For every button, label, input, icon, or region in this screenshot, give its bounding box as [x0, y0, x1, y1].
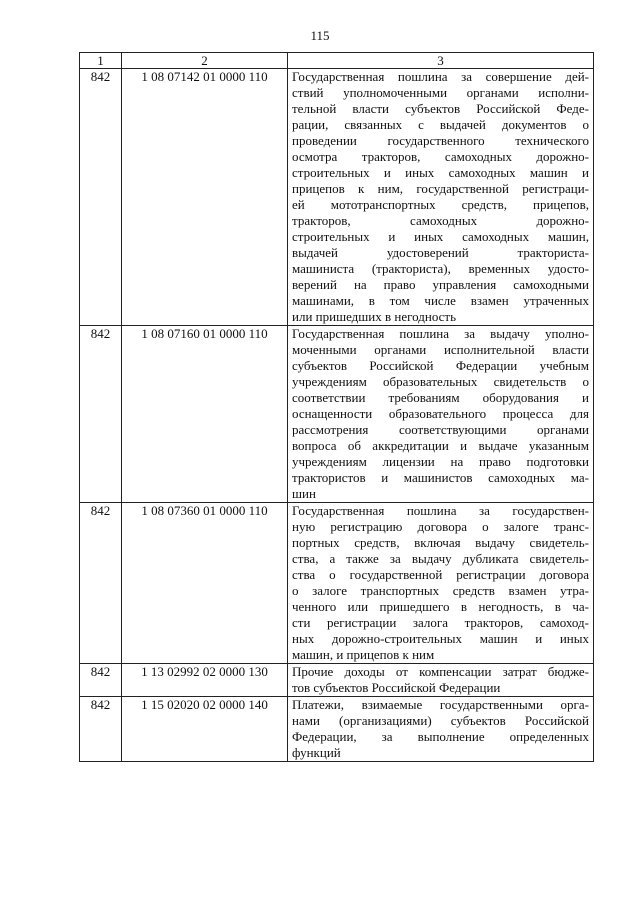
- budget-classification-code-cell: 1 08 07142 01 0000 110: [122, 69, 288, 326]
- description-line: тракторов, самоходных дорожно-: [292, 213, 589, 228]
- budget-classification-code-cell: 1 08 07360 01 0000 110: [122, 503, 288, 664]
- description-line: машин, и прицепов к ним: [292, 647, 435, 662]
- description-line: вопроса об аккредитации и выдаче указанным: [292, 438, 589, 453]
- description-line: тельной власти субъектов Российской Феде-: [292, 101, 589, 116]
- description-line: функций: [292, 745, 341, 760]
- revenue-description-cell: [288, 664, 594, 697]
- table-row: [80, 664, 594, 697]
- budget-classification-table: [79, 52, 594, 762]
- table-row: [80, 697, 594, 762]
- description-line: Платежи, взимаемые государственными орга-: [292, 697, 589, 712]
- description-line: соответствии требованиям оборудования и: [292, 390, 589, 405]
- description-line: Государственная пошлина за совершение дей-: [292, 69, 589, 84]
- administrator-code-cell: 842: [80, 69, 122, 326]
- description-line: проведении государственного технического: [292, 133, 589, 148]
- description-line: осмотра тракторов, самоходных дорожно-: [292, 149, 589, 164]
- description-line: Федерации, за выполнение определенных: [292, 729, 589, 744]
- description-line: ных дорожно-строительных машин и иных: [292, 631, 589, 646]
- description-line: Государственная пошлина за государствен-: [292, 503, 589, 518]
- description-line: оснащенности образовательного процесса для: [292, 406, 589, 421]
- description-line: верений на право управления самоходными: [292, 277, 589, 292]
- description-line: сти регистрации залога тракторов, самоход-: [292, 615, 589, 630]
- description-line: ства о государственной регистрации договора: [292, 567, 589, 582]
- description-line: учреждениям лицензии на право подготовки: [292, 454, 589, 469]
- description-line: ей мототранспортных средств, прицепов,: [292, 197, 589, 212]
- page-number: 115: [310, 28, 330, 43]
- administrator-code-cell: 842: [80, 503, 122, 664]
- description-line: рации, связанных с выдачей документов о: [292, 117, 589, 132]
- description-line: выдачей удостоверений тракториста-: [292, 245, 589, 260]
- table-header-row: [80, 53, 594, 69]
- budget-classification-code-cell: 1 08 07160 01 0000 110: [122, 326, 288, 503]
- description-line: трактористов и машинистов самоходных ма-: [292, 470, 589, 485]
- table-row: [80, 69, 594, 326]
- table-row: [80, 503, 594, 664]
- column-header-1: 1: [80, 53, 122, 69]
- description-line: строительных и иных самоходных машин и: [292, 165, 589, 180]
- description-line: Государственная пошлина за выдачу уполно-: [292, 326, 589, 341]
- description-line: или пришедших в негодность: [292, 309, 457, 324]
- description-line: ства, а также за выдачу дубликата свидетель-: [292, 551, 589, 566]
- revenue-description-cell: [288, 69, 594, 326]
- description-line: машинами, в том числе взамен утраченных: [292, 293, 589, 308]
- description-line: о залоге транспортных средств взамен утра-: [292, 583, 589, 598]
- description-line: шин: [292, 486, 316, 501]
- table-row: [80, 326, 594, 503]
- description-line: портных средств, включая выдачу свидетель-: [292, 535, 589, 550]
- budget-classification-code-cell: 1 13 02992 02 0000 130: [122, 664, 288, 697]
- administrator-code-cell: 842: [80, 664, 122, 697]
- description-line: машиниста (тракториста), временных удосто-: [292, 261, 589, 276]
- description-line: прицепов к ним, государственной регистраци-: [292, 181, 589, 196]
- description-line: ченного или пришедшего в негодность, в ча-: [292, 599, 589, 614]
- revenue-description-cell: [288, 326, 594, 503]
- description-line: ствий уполномоченными органами исполни-: [292, 85, 589, 100]
- revenue-description-cell: [288, 697, 594, 762]
- description-line: тов субъектов Российской Федерации: [292, 680, 501, 695]
- administrator-code-cell: 842: [80, 326, 122, 503]
- column-header-3: 3: [288, 53, 594, 69]
- description-line: ную регистрацию договора о залоге транс-: [292, 519, 589, 534]
- description-line: рассмотрения соответствующими органами: [292, 422, 589, 437]
- description-line: Прочие доходы от компенсации затрат бюдже-: [292, 664, 589, 679]
- description-line: нами (организациями) субъектов Российской: [292, 713, 589, 728]
- revenue-description-cell: [288, 503, 594, 664]
- description-line: субъектов Российской Федерации учебным: [292, 358, 589, 373]
- column-header-2: 2: [122, 53, 288, 69]
- description-line: моченными органами исполнительной власти: [292, 342, 589, 357]
- description-line: учреждениям образовательных свидетельств о: [292, 374, 589, 389]
- administrator-code-cell: 842: [80, 697, 122, 762]
- budget-classification-code-cell: 1 15 02020 02 0000 140: [122, 697, 288, 762]
- description-line: строительных и иных самоходных машин,: [292, 229, 589, 244]
